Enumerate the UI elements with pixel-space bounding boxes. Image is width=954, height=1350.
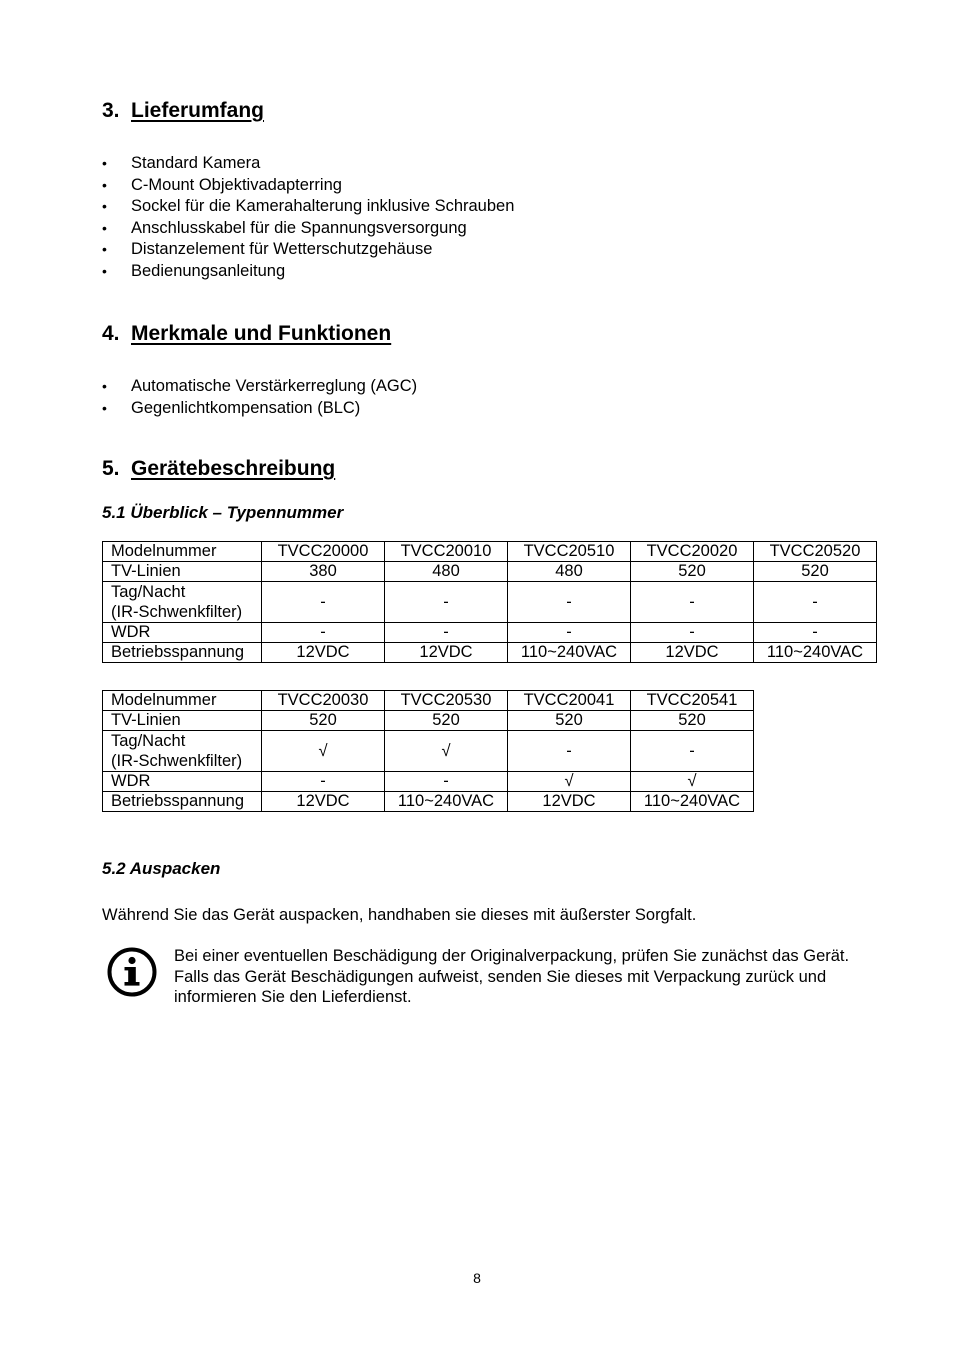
table-cell: TVCC20520 (754, 542, 877, 562)
row-label-cell: Tag/Nacht (IR-Schwenkfilter) (103, 582, 262, 623)
table-row (103, 623, 877, 643)
table-row (103, 792, 754, 812)
table-cell: 520 (262, 711, 385, 731)
table-row (103, 711, 754, 731)
table-cell: TVCC20530 (385, 691, 508, 711)
heading-lieferumfang: 3. Lieferumfang (102, 99, 265, 122)
paragraph-auspacken: Während Sie das Gerät auspacken, handhaben sie dieses mit äußerster Sorgfalt. (102, 906, 697, 924)
list-item: • Sockel für die Kamerahalterung inklusive Schrauben (102, 196, 514, 218)
table-row (103, 542, 877, 562)
list-item: • Distanzelement für Wetterschutzgehäuse (102, 239, 514, 261)
row-label-cell: Modelnummer (103, 691, 262, 711)
table-cell: 12VDC (385, 643, 508, 663)
subheading-auspacken: 5.2 Auspacken (102, 859, 221, 878)
table-cell: - (262, 623, 385, 643)
table-cell: - (385, 772, 508, 792)
table-cell: 520 (385, 711, 508, 731)
table-cell: - (631, 582, 754, 623)
row-label-cell: Betriebsspannung (103, 792, 262, 812)
list-item: • Gegenlichtkompensation (BLC) (102, 398, 417, 420)
table-cell: - (631, 731, 754, 772)
table-cell: - (262, 772, 385, 792)
table-row (103, 562, 877, 582)
table-cell: TVCC20030 (262, 691, 385, 711)
table-row (103, 772, 754, 792)
table-cell: - (262, 582, 385, 623)
table-cell: √ (631, 772, 754, 792)
table-row (103, 731, 754, 772)
list-item: • Automatische Verstärkerreglung (AGC) (102, 376, 417, 398)
table-cell: 110~240VAC (754, 643, 877, 663)
table-cell: 480 (385, 562, 508, 582)
model-table-2 (102, 690, 754, 812)
subheading-ueberblick: 5.1 Überblick – Typennummer (102, 503, 344, 522)
table-cell: TVCC20541 (631, 691, 754, 711)
list-item: • C-Mount Objektivadapterring (102, 175, 514, 197)
list-item: • Anschlusskabel für die Spannungsversorgung (102, 218, 514, 240)
table-cell: 520 (631, 562, 754, 582)
table-cell: 480 (508, 562, 631, 582)
heading-geraetebeschreibung: 5. Gerätebeschreibung (102, 457, 336, 480)
model-table-1 (102, 541, 877, 663)
table-row (103, 643, 877, 663)
table-cell: 110~240VAC (385, 792, 508, 812)
table-cell: 520 (508, 711, 631, 731)
table-cell: 520 (754, 562, 877, 582)
note-text: Bei einer eventuellen Beschädigung der Originalverpackung, prüfen Sie zunächst das Gerät. Falls das Gerät Beschädigungen aufweist, senden Sie dieses mit Verpackung zurück und informieren Sie den Lieferdienst. (174, 947, 850, 1006)
heading-merkmale: 4. Merkmale und Funktionen (102, 322, 392, 345)
table-cell: √ (262, 731, 385, 772)
table-cell: - (754, 582, 877, 623)
row-label-cell: WDR (103, 772, 262, 792)
table-cell: - (508, 731, 631, 772)
row-label-cell: Tag/Nacht (IR-Schwenkfilter) (103, 731, 262, 772)
page-number: 8 (473, 1270, 481, 1286)
table-cell: 12VDC (262, 643, 385, 663)
table-cell: TVCC20000 (262, 542, 385, 562)
table-cell: 520 (631, 711, 754, 731)
table-cell: - (385, 582, 508, 623)
table-cell: 110~240VAC (631, 792, 754, 812)
table-cell: - (385, 623, 508, 643)
table-cell: √ (508, 772, 631, 792)
table-cell: 12VDC (262, 792, 385, 812)
table-cell: - (508, 582, 631, 623)
info-icon (106, 946, 158, 998)
table-cell: TVCC20510 (508, 542, 631, 562)
list-item: • Bedienungsanleitung (102, 261, 514, 283)
list-lieferumfang (102, 153, 514, 282)
list-merkmale (102, 376, 417, 419)
row-label-cell: TV-Linien (103, 562, 262, 582)
table-cell: TVCC20020 (631, 542, 754, 562)
table-cell: 110~240VAC (508, 643, 631, 663)
table-cell: TVCC20041 (508, 691, 631, 711)
table-cell: TVCC20010 (385, 542, 508, 562)
table-cell: √ (385, 731, 508, 772)
table-cell: - (631, 623, 754, 643)
table-cell: 12VDC (631, 643, 754, 663)
table-row (103, 582, 877, 623)
table-row (103, 691, 754, 711)
table-cell: - (508, 623, 631, 643)
row-label-cell: Modelnummer (103, 542, 262, 562)
table-cell: 380 (262, 562, 385, 582)
table-cell: 12VDC (508, 792, 631, 812)
row-label-cell: TV-Linien (103, 711, 262, 731)
table-cell: - (754, 623, 877, 643)
list-item: • Standard Kamera (102, 153, 514, 175)
row-label-cell: WDR (103, 623, 262, 643)
row-label-cell: Betriebsspannung (103, 643, 262, 663)
